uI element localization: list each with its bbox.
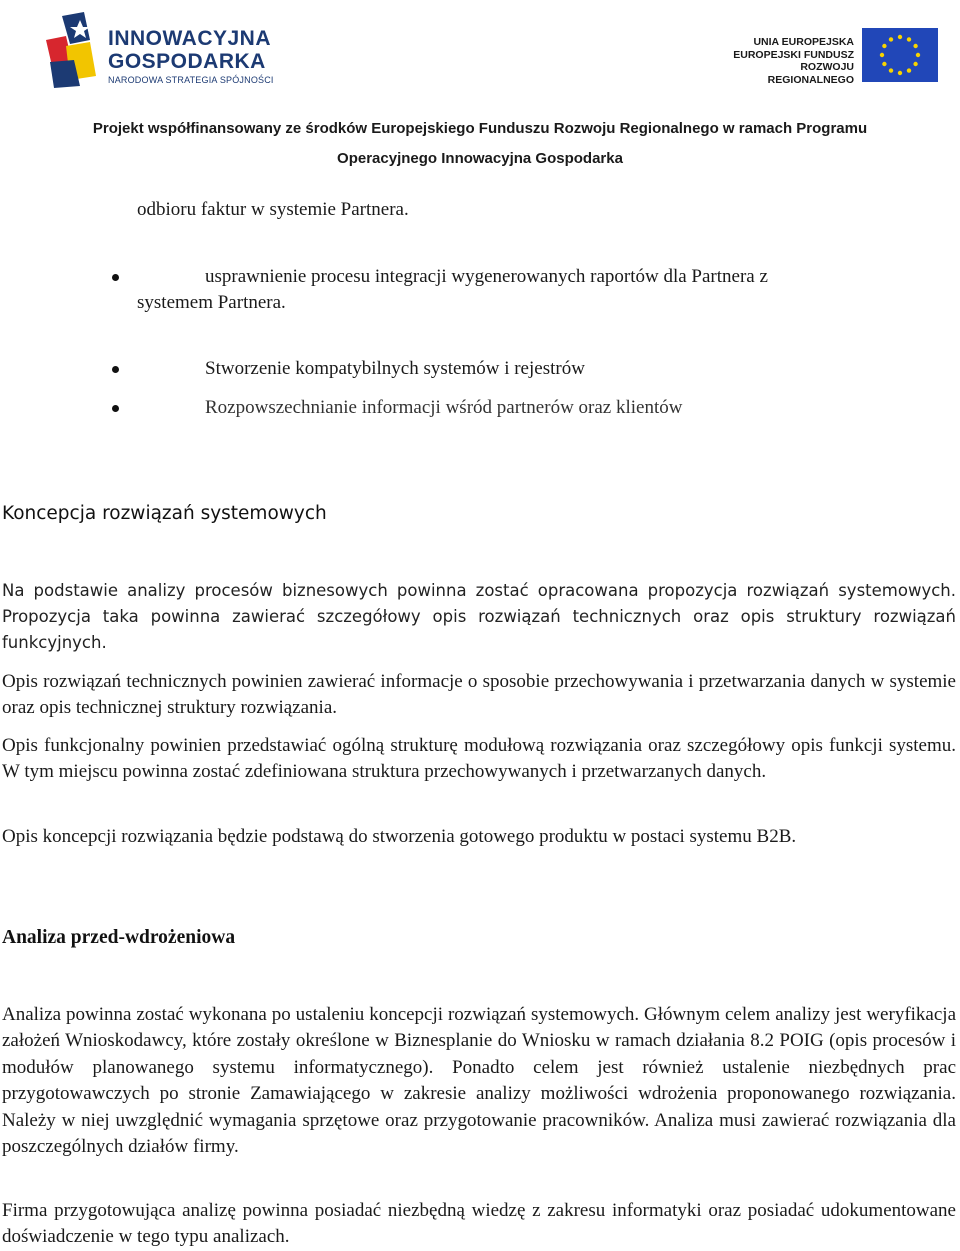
section-heading-koncepcja: Koncepcja rozwiązań systemowych: [2, 503, 327, 524]
bullet-dot-icon: [112, 366, 119, 373]
eu-text-line3: ROZWOJU REGIONALNEGO: [767, 61, 854, 86]
bullet-item-2: Stworzenie kompatybilnych systemów i rejestrów: [205, 358, 585, 379]
eu-flag-icon: [862, 28, 938, 82]
continued-text: odbioru faktur w systemie Partnera.: [137, 199, 409, 220]
logo-title-line1: INNOWACYJNA: [108, 27, 272, 50]
section1-paragraph-2: Opis rozwiązań technicznych powinien zawierać informacje o sposobie przechowywania i przetwarzania danych w systemie oraz opis technicznej struktury rozwiązania.: [2, 671, 956, 719]
logo-emblem-icon: [40, 10, 100, 88]
section2-paragraph-2: Firma przygotowująca analizę powinna posiadać niezbędną wiedzę z zakresu informatyki oraz posiadać udokumentowane doświadczenie w tego typu analizach.: [2, 1200, 956, 1248]
bullet-dot-icon: [112, 405, 119, 412]
bullet-item-1-line1: usprawnienie procesu integracji wygenerowanych raportów dla Partnera z: [205, 266, 768, 287]
bullet-item-1-line2: systemem Partnera.: [137, 292, 286, 313]
section1-paragraph-3: Opis funkcjonalny powinien przedstawiać ogólną strukturę modułową rozwiązania oraz szczegółowy opis funkcji systemu. W tym miejscu powinna zostać zdefiniowana struktura przechowywanych i przetwarzanych danych.: [2, 735, 956, 783]
section-heading-analiza: Analiza przed-wdrożeniowa: [2, 927, 236, 948]
innowacyjna-gospodarka-logo: [40, 8, 280, 90]
eu-text-line1: UNIA EUROPEJSKA: [753, 36, 854, 48]
logo-subtitle: NARODOWA STRATEGIA SPÓJNOŚCI: [108, 75, 274, 85]
project-line-1: Projekt współfinansowany ze środków Europejskiego Funduszu Rozwoju Regionalnego w ramach Programu: [92, 120, 868, 137]
section1-paragraph-4: Opis koncepcji rozwiązania będzie podstawą do stworzenia gotowego produktu w postaci systemu B2B.: [2, 826, 797, 847]
bullet-dot-icon: [112, 274, 119, 281]
section2-paragraph-1: Analiza powinna zostać wykonana po ustaleniu koncepcji rozwiązań systemowych. Głównym celem analizy jest weryfikacja założeń Wnioskodawcy, które zostały określone w Biznesplanie do Wniosku w ramach działania 8.2 POIG (opis procesów i modułów planowanego systemu informatycznego). Ponadto celem jest również ustalenie niezbędnych prac przygotowawczych po stronie Zamawiającego w zakresie analizy możliwości wdrożenia proponowanego rozwiązania. Należy w niej uwzględnić wymagania sprzętowe oraz przygotowanie pracowników. Analiza musi zawierać rozwiązania dla poszczególnych działów firmy.: [2, 1004, 956, 1158]
section1-paragraph-1: Na podstawie analizy procesów biznesowych powinna zostać opracowana propozycja rozwiązań systemowych. Propozycja taka powinna zawierać szczegółowy opis rozwiązań technicznych oraz opis struktury rozwiązań funkcyjnych.: [2, 581, 956, 652]
bullet-item-3: Rozpowszechnianie informacji wśród partnerów oraz klientów: [205, 397, 683, 418]
project-line-2: Operacyjnego Innowacyjna Gospodarka: [337, 150, 623, 167]
eu-text-line2: EUROPEJSKI FUNDUSZ: [733, 48, 854, 61]
eu-logo: [728, 28, 940, 86]
logo-title-line2: GOSPODARKA: [108, 50, 266, 73]
